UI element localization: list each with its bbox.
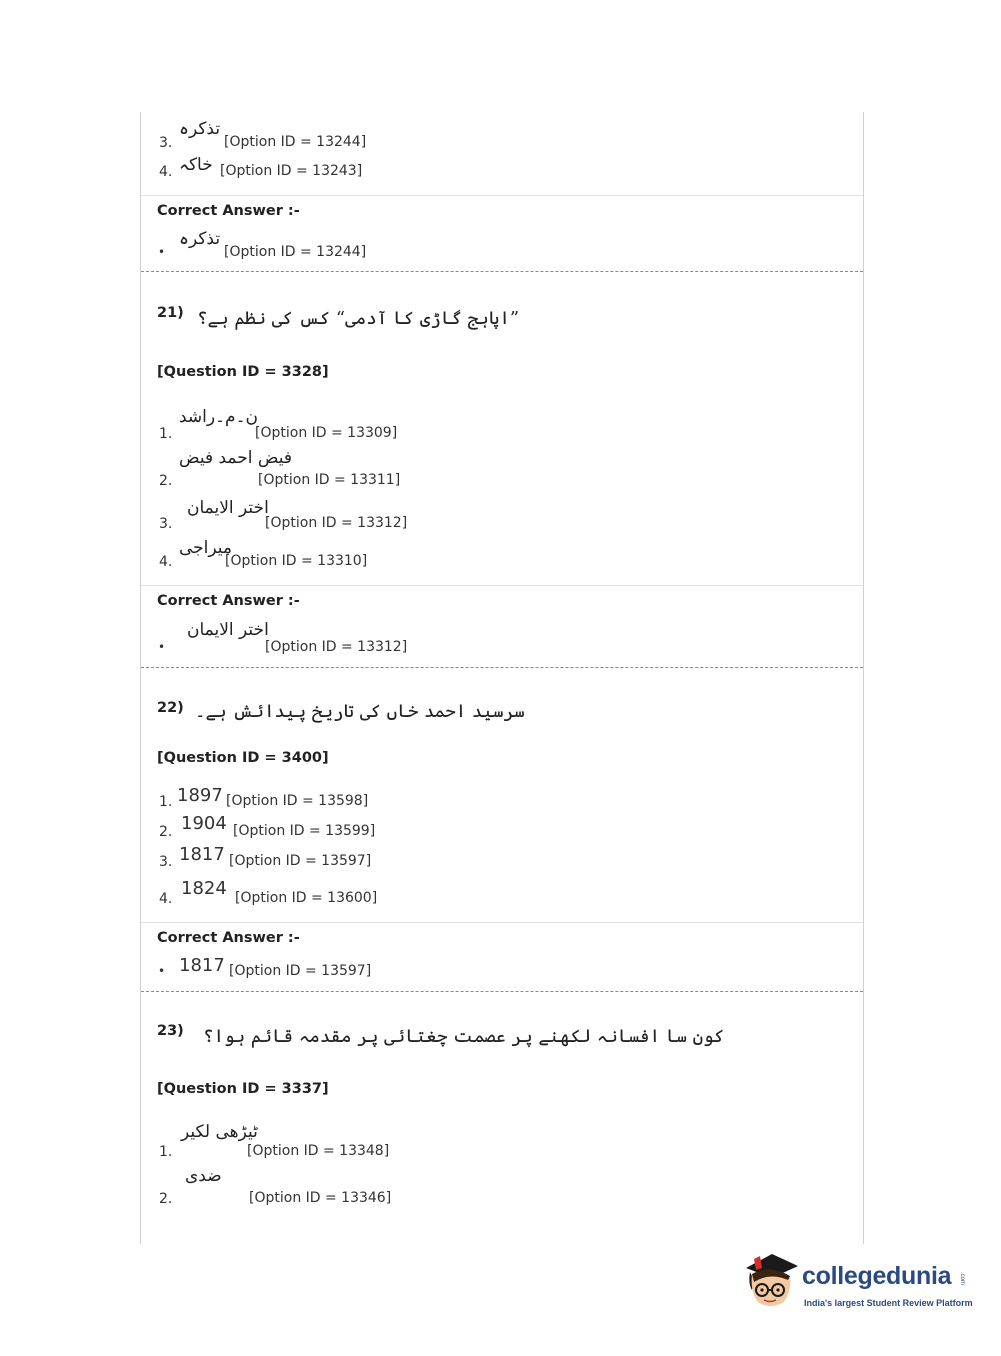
bullet: •	[158, 640, 166, 654]
option-number: 3.	[159, 516, 173, 532]
correct-value: 1817	[179, 955, 225, 976]
option-number: 1.	[159, 794, 173, 810]
question-id: [Question ID = 3337]	[157, 1081, 329, 1097]
question-number: 21)	[157, 305, 184, 321]
option-number: 2.	[159, 1191, 173, 1207]
question-text: کون سا افسانہ لکھنے پر عصمت چغتائی پر مقدمہ قائم ہوا؟	[203, 1026, 725, 1047]
question-divider	[141, 667, 863, 668]
option-number: 1.	[159, 1144, 173, 1160]
correct-answer-label: Correct Answer :-	[157, 930, 300, 946]
brand-dotcom: .com	[959, 1272, 965, 1286]
option-id: [Option ID = 13598]	[226, 793, 369, 809]
option-id: [Option ID = 13310]	[225, 553, 368, 569]
divider	[141, 195, 863, 196]
question-text: ”اپاہج گاڑی کا آدمی“ کس کی نظم ہے؟	[197, 308, 520, 329]
option-id: [Option ID = 13244]	[224, 134, 367, 150]
collegedunia-logo[interactable]	[740, 1248, 975, 1318]
option-number: 4.	[159, 554, 173, 570]
question-text: سرسید احمد خاں کی تاریخ پیدائش ہے۔	[195, 701, 525, 722]
question-id: [Question ID = 3328]	[157, 364, 329, 380]
option-value: 1824	[181, 878, 227, 899]
correct-option-id: [Option ID = 13597]	[229, 963, 372, 979]
option-urdu-text: خاکہ	[179, 155, 213, 175]
mascot-icon	[740, 1250, 800, 1316]
question-divider	[141, 271, 863, 272]
option-id: [Option ID = 13600]	[235, 890, 378, 906]
option-number: 4.	[159, 164, 173, 180]
option-urdu-text: تذکرہ	[179, 119, 221, 139]
option-number: 2.	[159, 824, 173, 840]
option-number: 2.	[159, 473, 173, 489]
brand-tagline: India's largest Student Review Platform	[804, 1298, 973, 1308]
option-number: 3.	[159, 854, 173, 870]
option-urdu-text: ن۔م۔راشد	[179, 407, 259, 427]
option-number: 1.	[159, 426, 173, 442]
option-urdu-text: ضدی	[185, 1166, 222, 1186]
question-id: [Question ID = 3400]	[157, 750, 329, 766]
option-id: [Option ID = 13311]	[258, 472, 401, 488]
option-urdu-text: میراجی	[179, 538, 233, 558]
option-number: 3.	[159, 135, 173, 151]
option-id: [Option ID = 13346]	[249, 1190, 392, 1206]
correct-answer-label: Correct Answer :-	[157, 593, 300, 609]
correct-option-id: [Option ID = 13244]	[224, 244, 367, 260]
option-number: 4.	[159, 891, 173, 907]
correct-urdu-text: اختر الایمان	[187, 620, 269, 640]
option-urdu-text: اختر الایمان	[187, 498, 269, 518]
option-id: [Option ID = 13312]	[265, 515, 408, 531]
option-id: [Option ID = 13309]	[255, 425, 398, 441]
option-urdu-text: ٹیڑھی لکیر	[181, 1122, 258, 1142]
bullet: •	[158, 245, 166, 259]
question-number: 22)	[157, 700, 184, 716]
correct-answer-label: Correct Answer :-	[157, 203, 300, 219]
brand-name: collegedunia	[802, 1262, 952, 1290]
bullet: •	[158, 964, 166, 978]
question-divider	[141, 991, 863, 992]
option-value: 1897	[177, 785, 223, 806]
option-id: [Option ID = 13243]	[220, 163, 363, 179]
divider	[141, 922, 863, 923]
question-number: 23)	[157, 1023, 184, 1039]
correct-urdu-text: تذکرہ	[179, 229, 221, 249]
option-urdu-text: فیض احمد فیض	[179, 448, 292, 468]
option-id: [Option ID = 13597]	[229, 853, 372, 869]
divider	[141, 585, 863, 586]
exam-page	[140, 112, 864, 1244]
option-value: 1817	[179, 844, 225, 865]
option-id: [Option ID = 13599]	[233, 823, 376, 839]
option-value: 1904	[181, 813, 227, 834]
correct-option-id: [Option ID = 13312]	[265, 639, 408, 655]
option-id: [Option ID = 13348]	[247, 1143, 390, 1159]
